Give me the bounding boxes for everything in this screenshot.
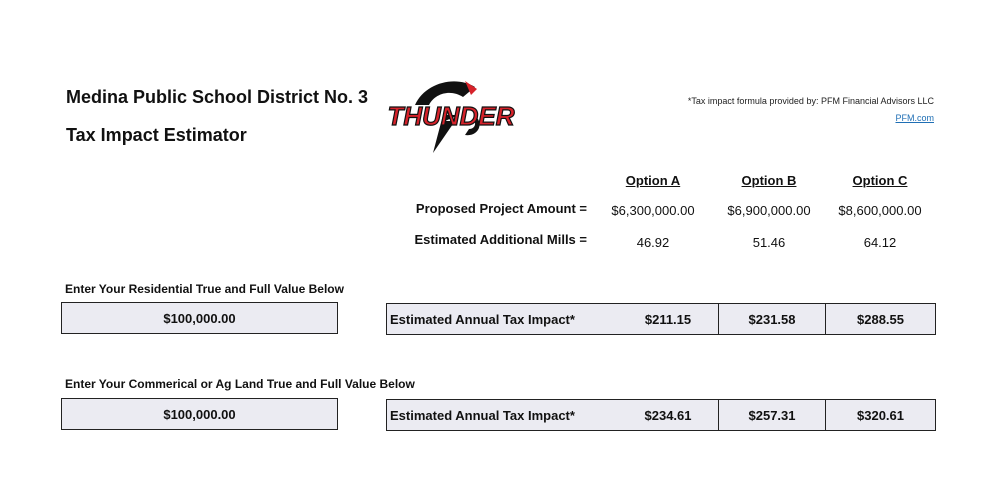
residential-impact-label: Estimated Annual Tax Impact* [390, 311, 575, 327]
commercial-impact-a: $234.61 [644, 407, 692, 423]
project-amount-b: $6,900,000.00 [727, 203, 811, 218]
thunder-logo [385, 75, 520, 155]
residential-impact-c: $288.55 [857, 311, 904, 327]
commercial-impact-label: Estimated Annual Tax Impact* [390, 407, 575, 423]
project-amount-c: $8,600,000.00 [838, 203, 922, 218]
option-c-header: Option C [852, 173, 908, 188]
mills-a: 46.92 [636, 235, 670, 250]
logo-text: THUNDER [387, 101, 515, 131]
commercial-impact-c: $320.61 [857, 407, 904, 423]
footnote: *Tax impact formula provided by: PFM Financial Advisors LLC [687, 96, 934, 106]
residential-impact-row [386, 303, 936, 335]
commercial-impact-b: $257.31 [718, 400, 826, 430]
lightning-logo-icon [385, 75, 520, 155]
mills-label: Estimated Additional Mills = [414, 232, 587, 247]
commercial-impact-row [386, 399, 936, 431]
pfm-link[interactable]: PFM.com [895, 113, 934, 123]
option-a-header: Option A [625, 173, 681, 188]
option-b-header: Option B [741, 173, 797, 188]
project-amount-a: $6,300,000.00 [611, 203, 695, 218]
mills-c: 64.12 [863, 235, 897, 250]
commercial-heading: Enter Your Commerical or Ag Land True and Full Value Below [65, 377, 415, 391]
residential-value-input[interactable]: $100,000.00 [61, 302, 338, 334]
page-title: Tax Impact Estimator [66, 125, 247, 145]
residential-heading: Enter Your Residential True and Full Value Below [65, 282, 344, 296]
residential-impact-a: $211.15 [644, 311, 692, 327]
project-amount-label: Proposed Project Amount = [415, 201, 587, 216]
mills-b: 51.46 [752, 235, 786, 250]
commercial-value-input[interactable]: $100,000.00 [61, 398, 338, 430]
residential-impact-b: $231.58 [718, 304, 826, 334]
district-title: Medina Public School District No. 3 [66, 87, 369, 107]
